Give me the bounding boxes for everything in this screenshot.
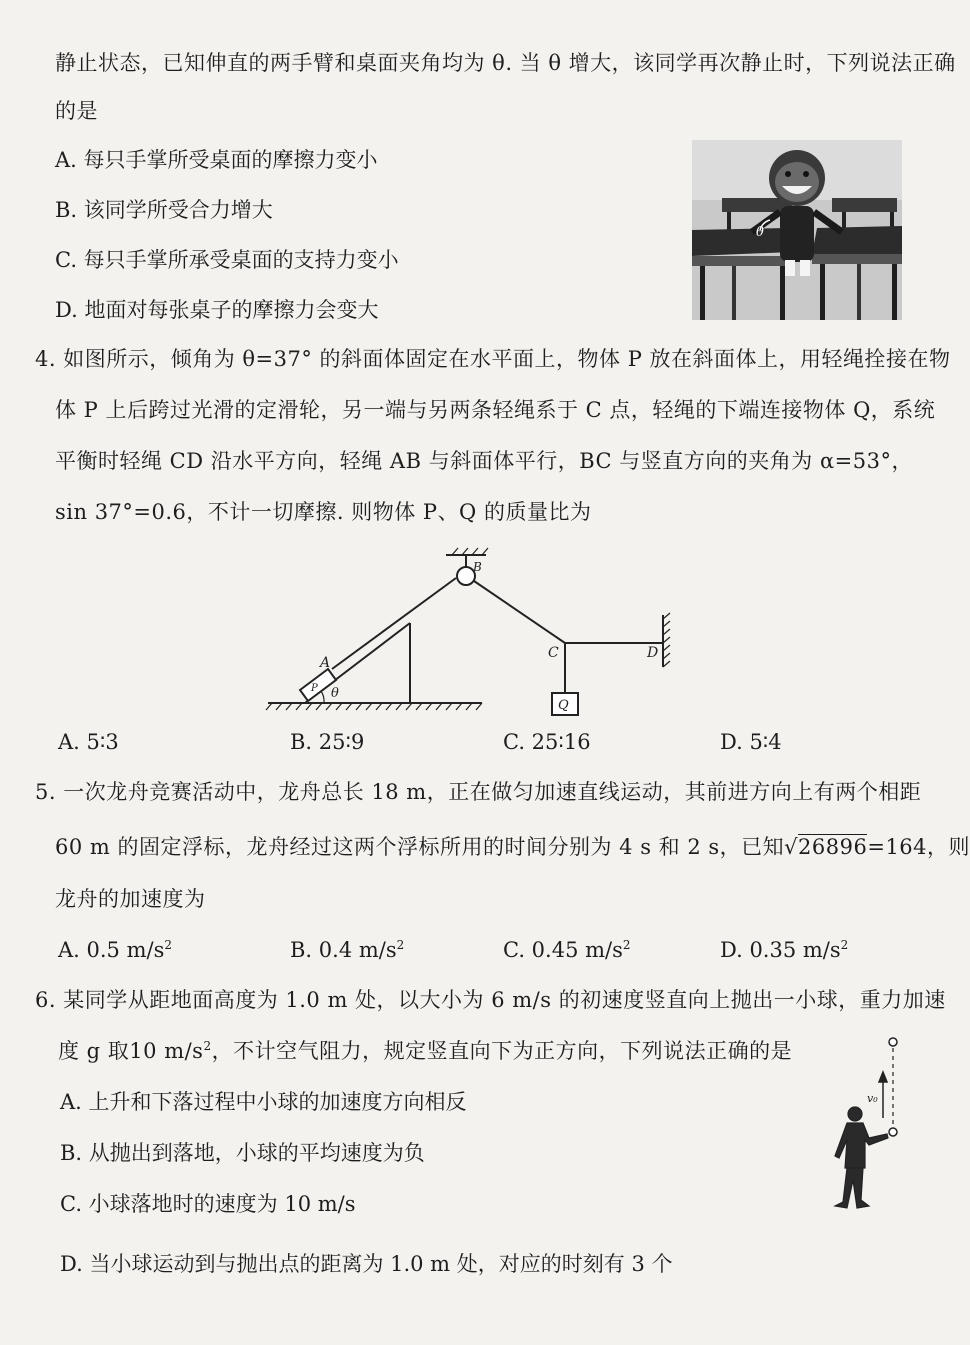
q3-option-d: D. 地面对每张桌子的摩擦力会变大: [55, 298, 379, 322]
q5-line2-post: =164，则: [867, 835, 970, 859]
q5-option-d: [720, 935, 848, 965]
q3-theta-label: θ: [756, 225, 764, 240]
q6-line2-sup: 2: [203, 1039, 212, 1053]
q5-option-a-text: A. 0.5 m/s: [58, 938, 165, 962]
q5-line2-pre: 60 m 的固定浮标，龙舟经过这两个浮标所用的时间分别为 4 s 和 2 s，已知: [55, 835, 785, 859]
q6-option-b: B. 从抛出到落地，小球的平均速度为负: [60, 1141, 425, 1165]
q3-option-a: A. 每只手掌所受桌面的摩擦力变小: [55, 148, 378, 172]
q3-student-desks-photo: [692, 140, 902, 320]
q4-label-p: P: [311, 683, 318, 694]
q4-label-q: Q: [558, 698, 569, 713]
q5-option-b: [290, 935, 404, 965]
q5-option-b-text: B. 0.4 m/s: [290, 938, 397, 962]
q5-option-d-text: D. 0.35 m/s: [720, 938, 841, 962]
q5-option-b-sup: 2: [396, 938, 405, 952]
q5-option-c-text: C. 0.45 m/s: [503, 938, 623, 962]
q5-option-c: [503, 935, 631, 965]
q6-line2-post: ，不计空气阻力，规定竖直向下为正方向，下列说法正确的是: [211, 1039, 793, 1063]
q5-option-c-sup: 2: [622, 938, 631, 952]
q3-stem-line2: 的是: [55, 99, 98, 123]
q6-ball-throw-figure: [825, 1030, 920, 1215]
q6-option-a: A. 上升和下落过程中小球的加速度方向相反: [60, 1090, 467, 1114]
q5-radicand: 26896: [798, 835, 868, 859]
q5-stem-line3: 龙舟的加速度为: [55, 887, 206, 911]
q4-option-c: C. 25∶16: [503, 730, 591, 754]
q4-label-b: B: [473, 560, 482, 574]
q4-stem-line2: 体 P 上后跨过光滑的定滑轮，另一端与另两条轻绳系于 C 点，轻绳的下端连接物体 Q，系统: [55, 398, 936, 422]
q4-stem-line4: sin 37°=0.6，不计一切摩擦. 则物体 P、Q 的质量比为: [55, 500, 592, 524]
q5-stem-line2: [55, 832, 970, 862]
q6-v0-label: v₀: [867, 1092, 878, 1105]
q4-label-theta: θ: [331, 686, 339, 701]
q6-stem-line2: [58, 1036, 792, 1066]
q5-option-d-sup: 2: [840, 938, 849, 952]
q3-option-b: B. 该同学所受合力增大: [55, 198, 273, 222]
q6-option-d: D. 当小球运动到与抛出点的距离为 1.0 m 处，对应的时刻有 3 个: [60, 1252, 673, 1276]
q4-option-a: A. 5∶3: [58, 730, 119, 754]
sqrt-sign: √: [784, 835, 799, 859]
q4-option-b: B. 25∶9: [290, 730, 365, 754]
q4-label-a: A: [320, 655, 331, 671]
q3-option-c: C. 每只手掌所承受桌面的支持力变小: [55, 248, 399, 272]
q4-label-c: C: [548, 645, 559, 661]
q4-option-d: D. 5∶4: [720, 730, 782, 754]
q3-stem-line1: 静止状态，已知伸直的两手臂和桌面夹角均为 θ. 当 θ 增大，该同学再次静止时，下列说法正确: [55, 51, 956, 75]
q4-stem-line1: 4. 如图所示，倾角为 θ=37° 的斜面体固定在水平面上，物体 P 放在斜面体上，用轻绳拴接在物: [35, 347, 951, 371]
q4-label-d: D: [647, 645, 659, 661]
q5-option-a: [58, 935, 172, 965]
q5-stem-line1: 5. 一次龙舟竞赛活动中，龙舟总长 18 m，正在做匀加速直线运动，其前进方向上有两个相距: [35, 780, 922, 804]
q6-stem-line1: 6. 某同学从距地面高度为 1.0 m 处，以大小为 6 m/s 的初速度竖直向上抛出一小球，重力加速: [35, 988, 946, 1012]
q4-stem-line3: 平衡时轻绳 CD 沿水平方向，轻绳 AB 与斜面体平行，BC 与竖直方向的夹角为 α=53°，: [55, 449, 913, 473]
q4-incline-pulley-diagram: [260, 545, 680, 725]
q6-option-c: C. 小球落地时的速度为 10 m/s: [60, 1192, 356, 1216]
q6-line2-pre: 度 g 取10 m/s: [58, 1039, 204, 1063]
q5-option-a-sup: 2: [164, 938, 172, 952]
